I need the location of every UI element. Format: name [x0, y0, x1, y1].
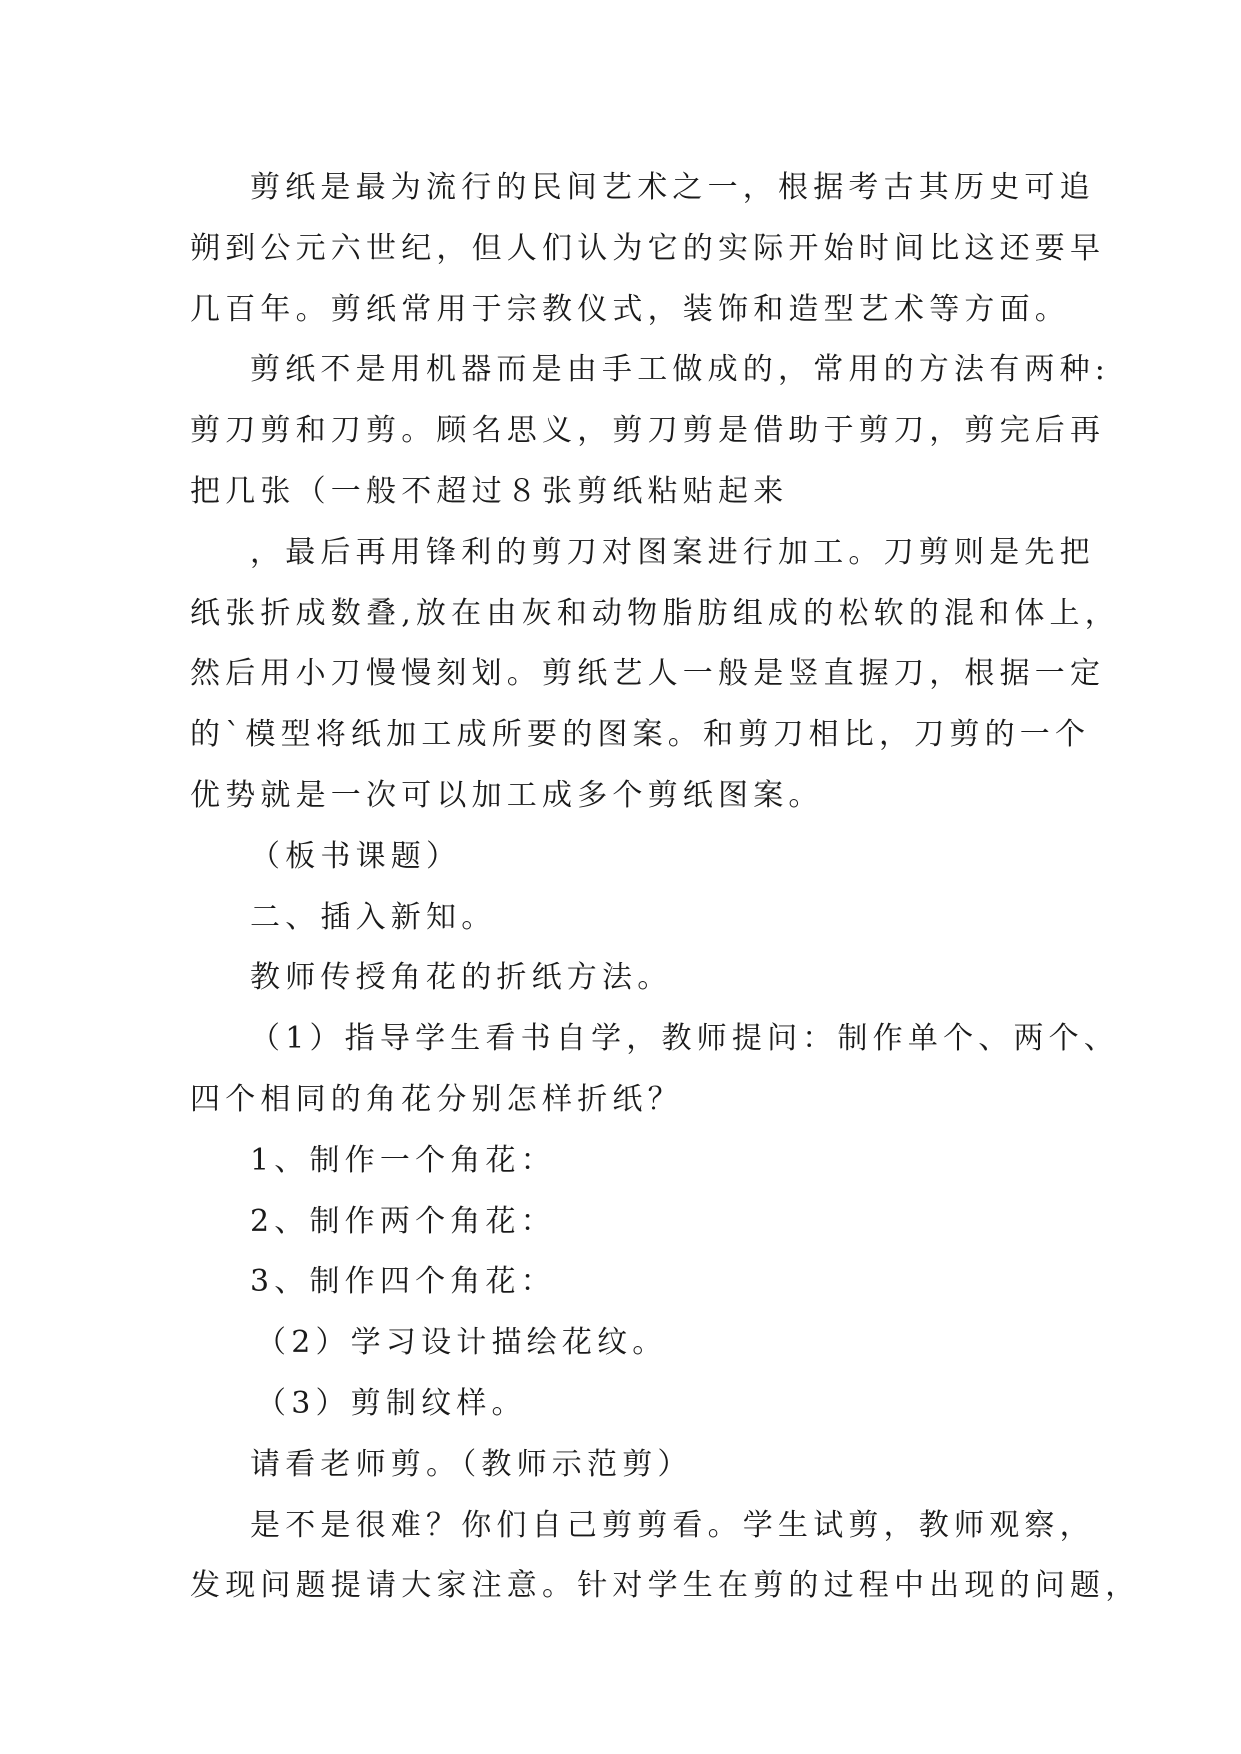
- paragraph-line: 然后用小刀慢慢刻划。剪纸艺人一般是竖直握刀，根据一定: [190, 656, 1106, 692]
- paragraph-line: 剪刀剪和刀剪。顾名思义，剪刀剪是借助于剪刀，剪完后再: [190, 413, 1106, 449]
- section-heading: 二、插入新知。: [250, 899, 497, 935]
- paragraph-line: （1）指导学生看书自学，教师提问：制作单个、两个、: [250, 1021, 1120, 1057]
- paragraph-line: 发现问题提请大家注意。针对学生在剪的过程中出现的问题，: [190, 1568, 1141, 1604]
- paragraph-line: 纸张折成数叠,放在由灰和动物脂肪组成的松软的混和体上，: [190, 595, 1120, 631]
- document-body: [190, 158, 1141, 1617]
- paragraph-line: 剪纸是最为流行的民间艺术之一，根据考古其历史可追: [250, 170, 1095, 205]
- list-item: （2）学习设计描绘花纹。: [256, 1325, 668, 1361]
- paragraph-line: 优势就是一次可以加工成多个剪纸图案。: [190, 777, 824, 813]
- paragraph-line: 是不是很难？你们自己剪剪看。学生试剪，教师观察，: [250, 1507, 1095, 1543]
- paragraph-line: 剪纸不是用机器而是由手工做成的，常用的方法有两种:: [250, 352, 1111, 388]
- paragraph-line: 教师传授角花的折纸方法。: [250, 960, 673, 996]
- paragraph-line: 朔到公元六世纪，但人们认为它的实际开始时间比这还要早: [190, 230, 1106, 266]
- list-item: （3）剪制纹样。: [256, 1385, 527, 1421]
- list-item: 1、制作一个角花：: [250, 1142, 556, 1178]
- paragraph-line: 的`模型将纸加工成所要的图案。和剪刀相比，刀剪的一个: [190, 717, 1091, 753]
- paragraph-line: 请看老师剪。（教师示范剪）: [250, 1446, 693, 1482]
- list-item: 2、制作两个角花：: [250, 1203, 556, 1239]
- paragraph-line: 四个相同的角花分别怎样折纸？: [190, 1081, 683, 1117]
- paragraph-line: 把几张（一般不超过８张剪纸粘贴起来: [190, 473, 789, 509]
- paragraph-line: （板书课题）: [250, 838, 462, 874]
- paragraph-line: ，最后再用锋利的剪刀对图案进行加工。刀剪则是先把: [250, 534, 1095, 570]
- paragraph-line: 几百年。剪纸常用于宗教仪式，装饰和造型艺术等方面。: [190, 291, 1070, 327]
- list-item: 3、制作四个角花：: [250, 1264, 556, 1300]
